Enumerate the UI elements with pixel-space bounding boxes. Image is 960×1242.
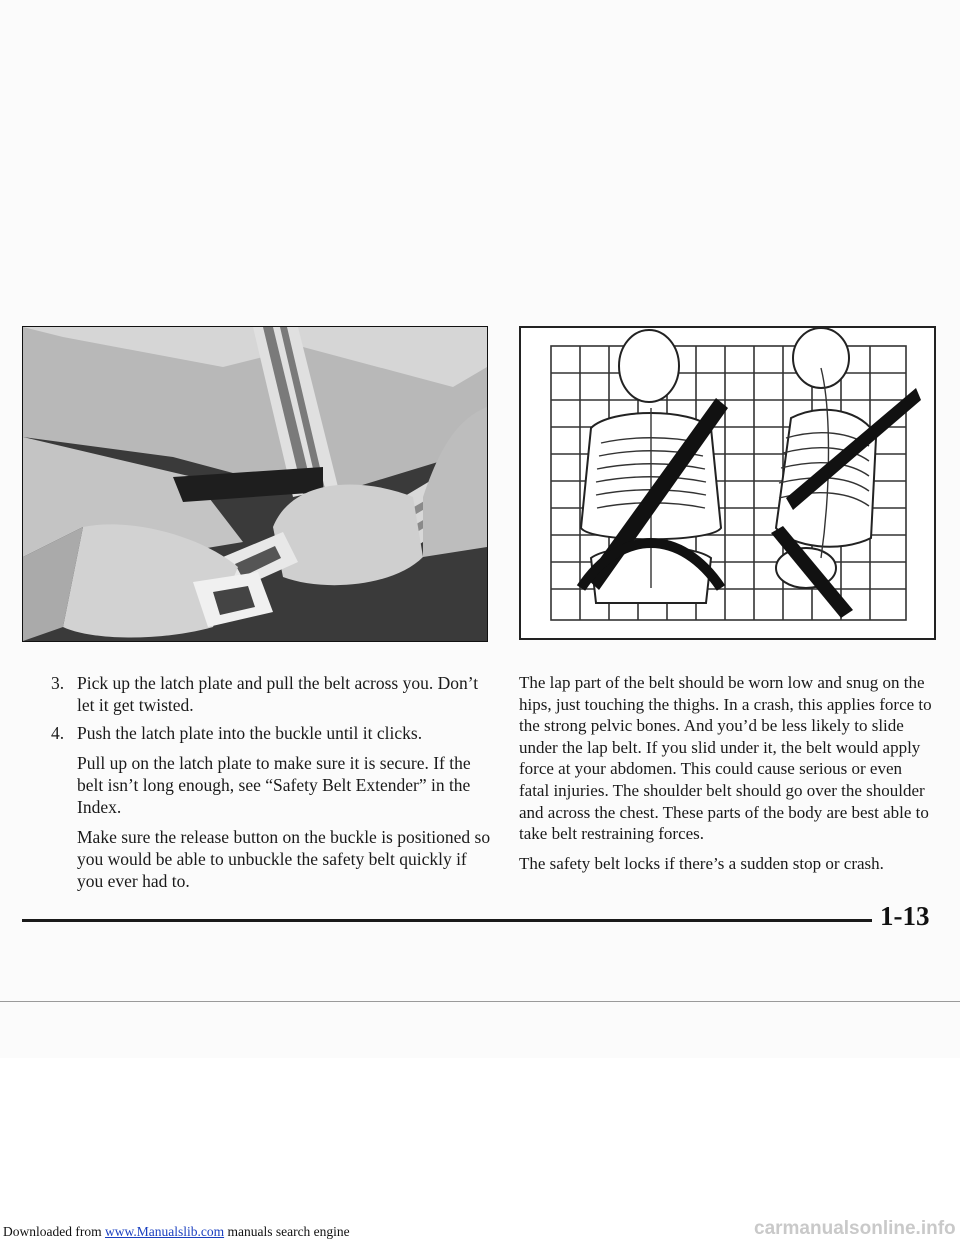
step-4	[51, 722, 491, 744]
download-prefix: Downloaded from	[3, 1224, 102, 1239]
seatbelt-latch-photo-icon	[22, 326, 488, 642]
belt-locks-paragraph: The safety belt locks if there’s a sudden stop or crash.	[519, 853, 884, 873]
latch-secure-paragraph: Pull up on the latch plate to make sure it is secure. If the belt isn’t long enough, see “Safety Belt Extender” in the Index.	[77, 753, 471, 817]
left-column	[51, 672, 491, 892]
manualslib-link[interactable]: www.Manualslib.com	[104, 1224, 225, 1239]
lap-belt-paragraph: The lap part of the belt should be worn low and snug on the hips, just touching the thighs. In a crash, this applies force to the strong pelvic bones. And you’d be less likely to slide under the lap belt. If you slid under it, the belt would apply force at your abdomen. This could cause serious or even fatal injuries. The shoulder belt should go over the shoulder and across the chest. These parts of the body are best able to take belt restraining forces.	[519, 673, 932, 844]
right-column	[519, 672, 934, 882]
skeleton-belt-diagram-icon	[519, 326, 936, 640]
step-text: Push the latch plate into the buckle until it clicks.	[77, 723, 423, 743]
step-number: 3.	[51, 673, 65, 693]
download-note	[3, 1224, 350, 1240]
page-rule	[22, 919, 872, 922]
release-button-paragraph: Make sure the release button on the buckle is positioned so you would be able to unbuckle the safety belt quickly if you ever had to.	[77, 827, 491, 891]
footer-band	[0, 1058, 960, 1242]
page-number: 1-13	[880, 901, 930, 931]
site-watermark: carmanualsonline.info	[754, 1218, 956, 1239]
step-number: 4.	[51, 723, 65, 743]
footer-divider	[0, 1001, 960, 1002]
download-suffix: manuals search engine	[227, 1224, 350, 1239]
step-3	[51, 672, 491, 716]
step-text: Pick up the latch plate and pull the belt across you. Don’t let it get twisted.	[77, 673, 479, 715]
